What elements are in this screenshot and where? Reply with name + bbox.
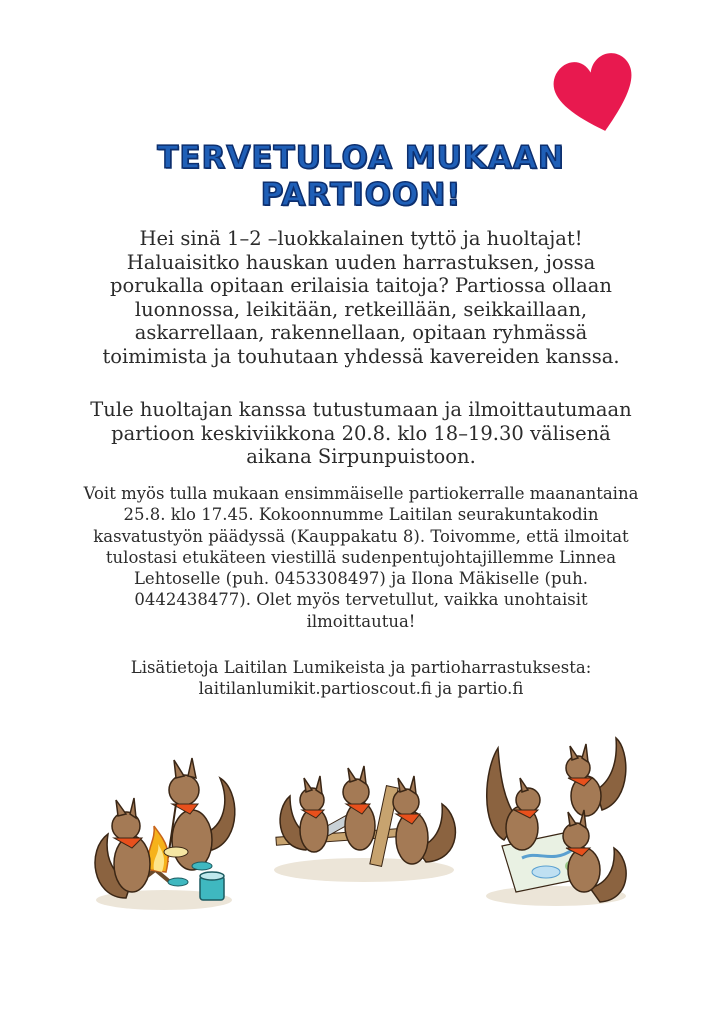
event-paragraph: Tule huoltajan kanssa tutustumaan ja ilmoittautumaan partioon keskiviikkona 20.8. klo 18–19.30 välisenä aikana Sirpunpuistoon. — [90, 398, 632, 469]
page-title-line-1: TERVETULOA MUKAAN — [157, 140, 565, 176]
more-info-paragraph: Lisätietoja Laitilan Lumikeista ja partioharrastuksesta: laitilanlumikit.partioscout.fi ja partio.fi — [130, 658, 592, 699]
map-squirrels-illustration — [482, 730, 632, 912]
building-squirrels-illustration — [266, 730, 462, 912]
page-title-line-2: PARTIOON! — [260, 177, 462, 213]
campfire-squirrels-illustration — [92, 730, 242, 912]
intro-paragraph: Hei sinä 1–2 –luokkalainen tyttö ja huoltajat! Haluaisitko hauskan uuden harrastuksen, jossa porukalla opitaan erilaisia taitoja? Partiossa ollaan luonnossa, leikitään, retkeillään, seikkaillaan, askarrellaan, rakennellaan, opitaan ryhmässä toimimista ja touhutaan yhdessä kavereiden kanssa. — [102, 227, 620, 368]
heart-icon — [552, 52, 640, 136]
first-meeting-paragraph: Voit myös tulla mukaan ensimmäiselle partiokerralle maanantaina 25.8. klo 17.45. Kokoonnumme Laitilan seurakuntakodin kasvatustyön päädyssä (Kauppakatu 8). Toivomme, että ilmoitat tulostasi etukäteen viestillä sudenpentujohtajillemme Linnea Lehtoselle (puh. 0453308497) ja Ilona Mäkiselle (puh. 0442438477). Olet myös tervetullut, vaikka unohtaisit ilmoittautua! — [83, 484, 639, 631]
